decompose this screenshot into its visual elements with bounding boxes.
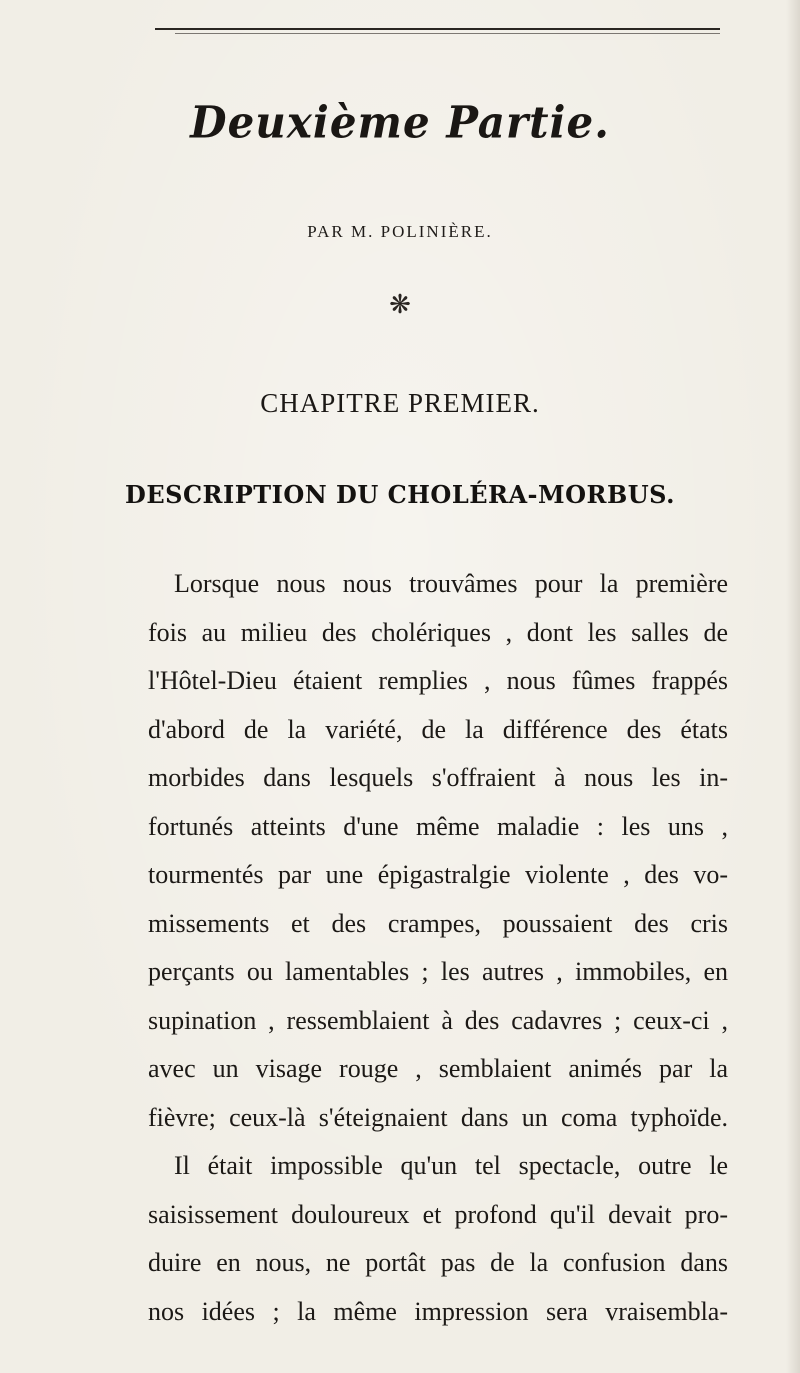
text-line: duire en nous, ne portât pas de la confusion dans [148, 1248, 728, 1277]
text-line: missements et des crampes, poussaient des cris [148, 908, 728, 938]
text-line: nos idées ; la même impression sera vraisembla- [148, 1296, 728, 1326]
text-line: perçants ou lamentables ; les autres , immobiles, en [148, 957, 728, 986]
text-line: fièvre; ceux-là s'éteignaient dans un coma typhoïde. [148, 1102, 728, 1132]
top-rule [155, 28, 720, 30]
page-edge-shadow [786, 0, 800, 1373]
chapter-heading: CHAPITRE PREMIER. [260, 388, 540, 418]
section-title: DESCRIPTION DU CHOLÉRA-MORBUS. [125, 480, 675, 509]
top-rule-secondary [175, 33, 720, 34]
body-paragraph [148, 560, 728, 1336]
text-line: saisissement douloureux et profond qu'il devait pro- [148, 1199, 728, 1229]
part-title: Deuxième Partie. [190, 96, 610, 149]
author-line: PAR M. POLINIÈRE. [307, 222, 493, 241]
text-line: Il était impossible qu'un tel spectacle, outre le [174, 1151, 728, 1180]
text-line: morbides dans lesquels s'offraient à nous les in- [148, 763, 728, 792]
text-line: supination , ressemblaient à des cadavres ; ceux-ci , [148, 1005, 728, 1035]
text-line: fortunés atteints d'une même maladie : les uns , [148, 811, 728, 841]
text-line: d'abord de la variété, de la différence des états [148, 714, 728, 744]
text-line: fois au milieu des cholériques , dont les salles de [148, 617, 728, 647]
text-line: l'Hôtel-Dieu étaient remplies , nous fûmes frappés [148, 666, 728, 695]
text-line: Lorsque nous nous trouvâmes pour la première [174, 569, 728, 598]
text-line: tourmentés par une épigastralgie violente , des vo- [148, 860, 728, 889]
ornament-icon: ❋ [389, 290, 411, 320]
text-line: avec un visage rouge , semblaient animés par la [148, 1054, 728, 1083]
